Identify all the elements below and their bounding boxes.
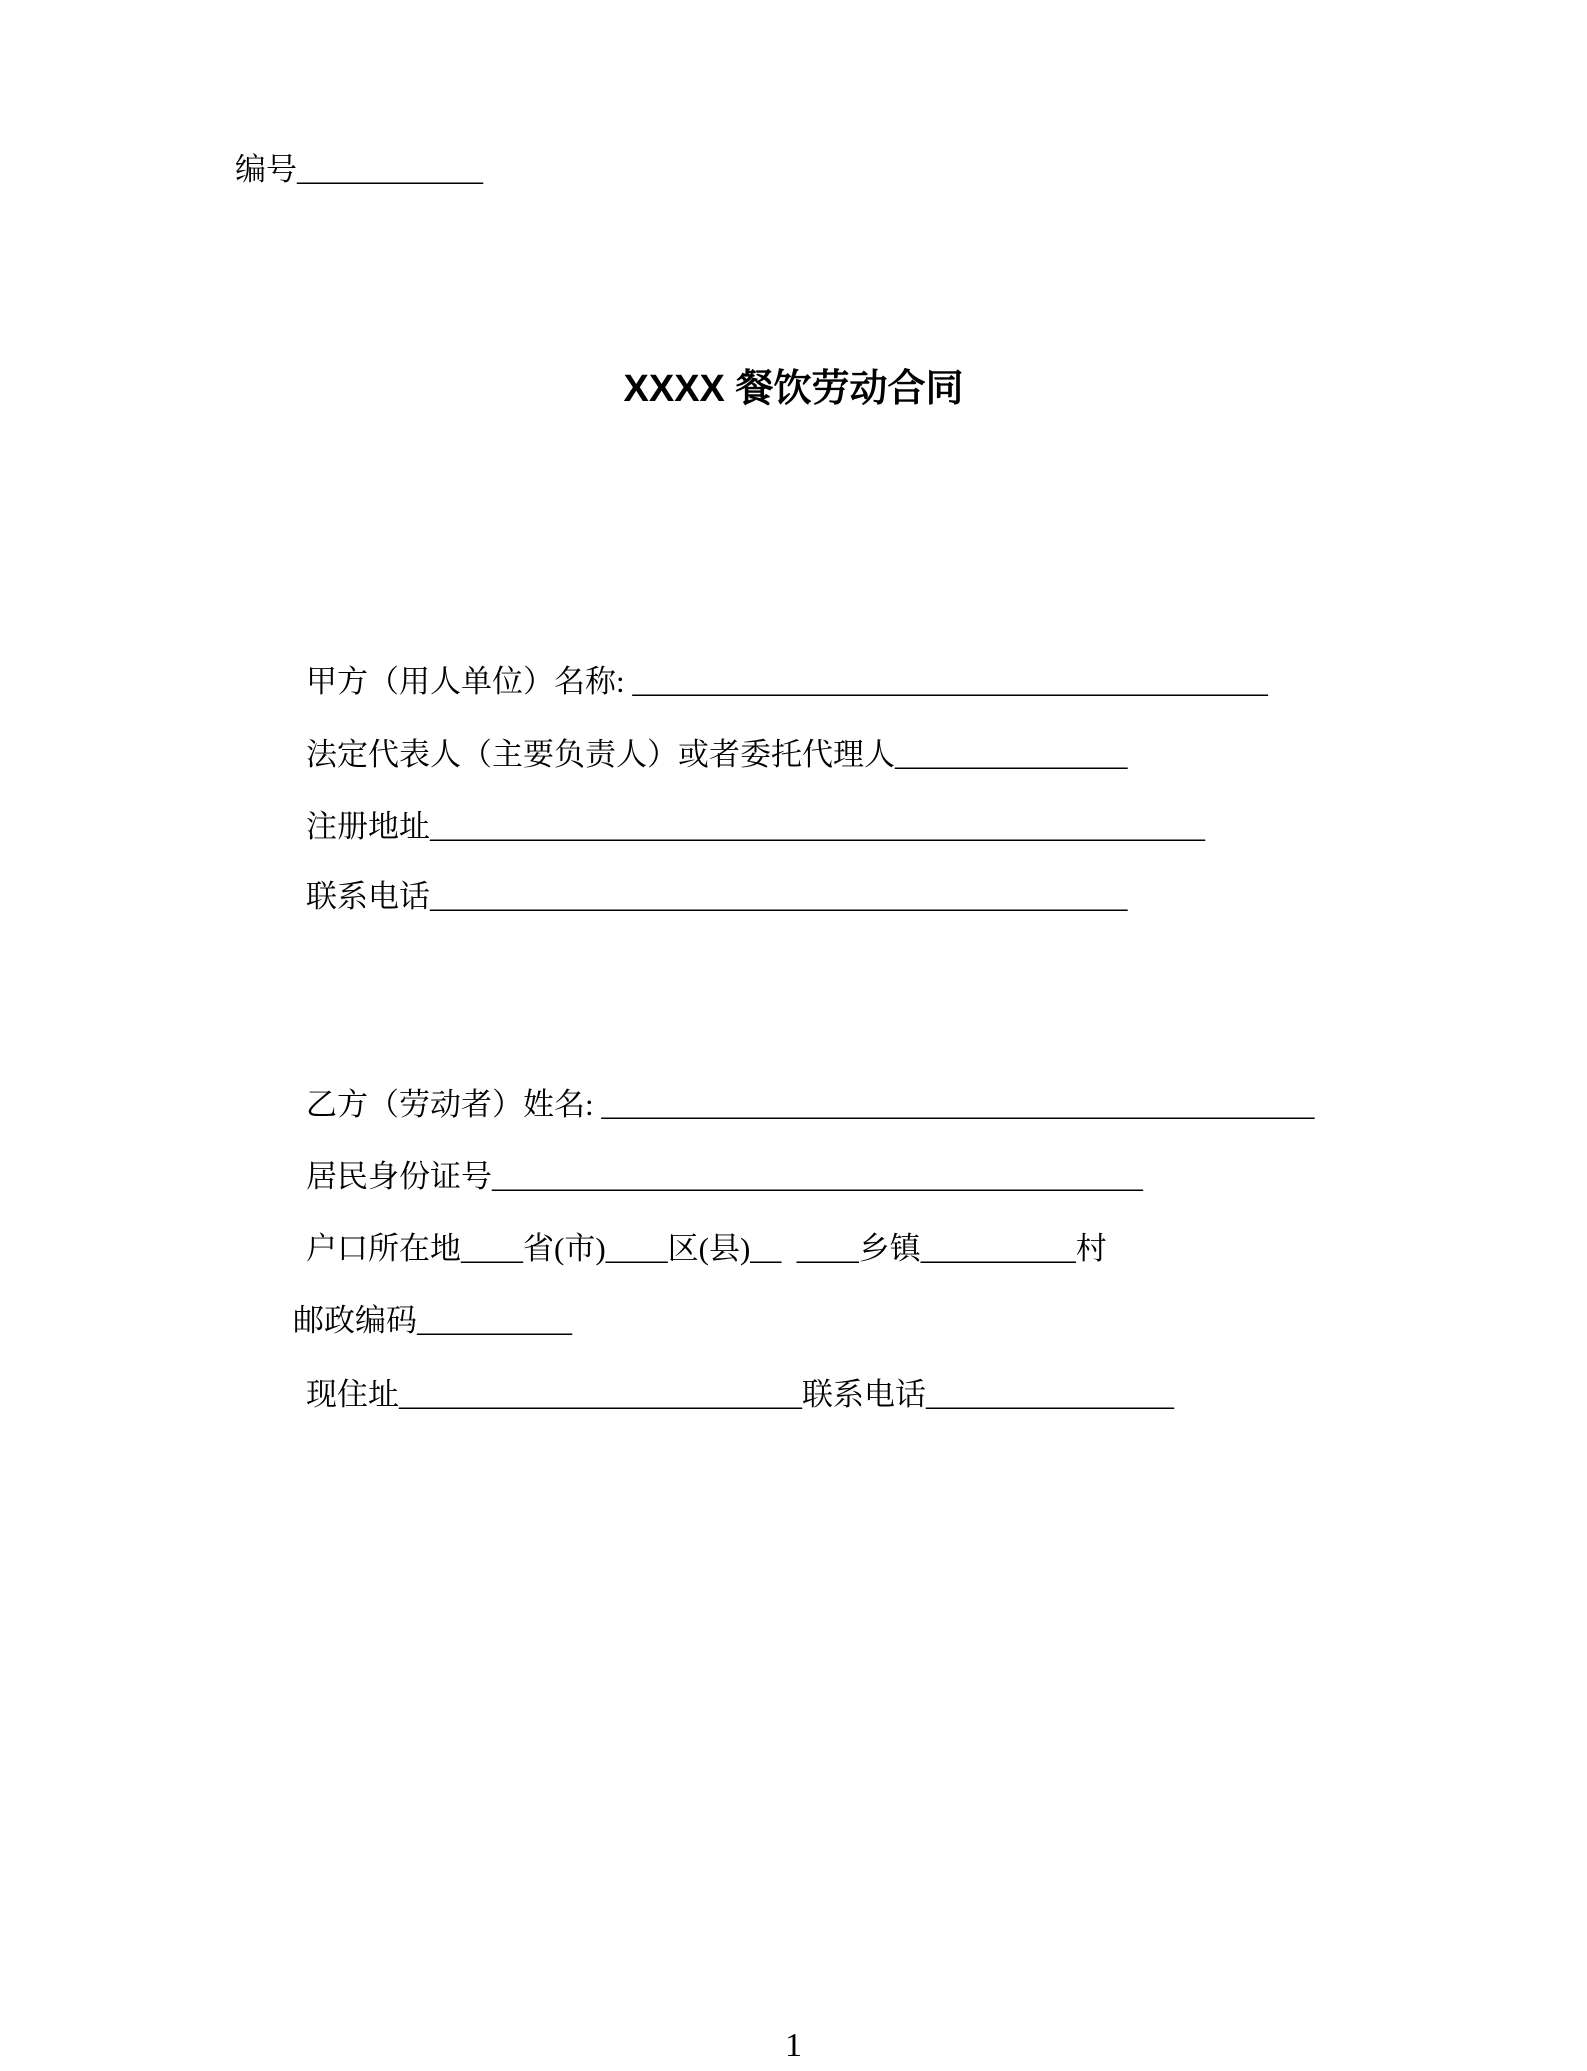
document-title: XXXX 餐饮劳动合同 <box>623 368 964 410</box>
page-number: 1 <box>785 2027 802 2064</box>
party-b-name-line: 乙方（劳动者）姓名: ______________________________________________ <box>306 1087 1315 1122</box>
party-b-current-address-phone-line: 现住址__________________________联系电话________________ <box>306 1377 1174 1412</box>
party-a-registered-address-line: 注册地址__________________________________________________ <box>306 809 1205 844</box>
party-b-postal-code-line: 邮政编码__________ <box>293 1303 572 1338</box>
party-a-phone-line: 联系电话_____________________________________________ <box>306 879 1128 914</box>
party-a-legal-representative-line: 法定代表人（主要负责人）或者委托代理人_______________ <box>306 737 1128 772</box>
party-b-household-registration-line: 户口所在地____省(市)____区(县)__ ____乡镇__________村 <box>306 1231 1107 1266</box>
document-number-line: 编号____________ <box>235 152 483 187</box>
party-b-id-number-line: 居民身份证号__________________________________________ <box>306 1159 1143 1194</box>
party-a-name-line: 甲方（用人单位）名称: _________________________________________ <box>306 664 1268 699</box>
